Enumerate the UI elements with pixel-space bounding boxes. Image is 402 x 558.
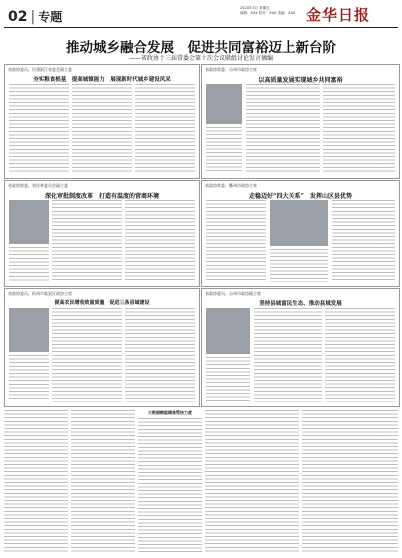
article-title: 坚持县城富民生态、推动县域发展 xyxy=(259,301,342,307)
article-author-bar: 省政协常委、衢州市政协主席 xyxy=(205,183,257,188)
article-text-column xyxy=(9,247,49,282)
main-subheadline: ——省政协十三届常委会第十次会议联组讨论发言摘编 xyxy=(128,55,273,62)
article-author-bar: 省政协常委、省民革委员会副主委 xyxy=(8,183,68,188)
newspaper-logo: 金华日报 xyxy=(306,6,371,24)
article-text-column xyxy=(138,418,202,554)
article-text-column xyxy=(205,410,299,554)
article-text-column xyxy=(206,357,250,402)
portrait-photo xyxy=(206,84,242,124)
portrait-photo xyxy=(9,200,49,244)
article-photo xyxy=(270,200,328,246)
article-author-bar: 省政协常委、台州市政协主席 xyxy=(205,67,257,72)
article-text-column xyxy=(9,84,69,174)
article-title: 大数据赋能精准帮扶力度 xyxy=(148,410,192,415)
main-headline: 推动城乡融合发展 促进共同富裕迈上新台阶 xyxy=(66,40,336,56)
article-text-column xyxy=(52,308,122,402)
masthead-divider xyxy=(4,27,398,28)
article-text-column xyxy=(325,308,395,402)
article-title: 夯实粮食根基 提高城镇能力 展现新时代城乡建设风采 xyxy=(33,77,171,83)
article-title: 以高质量发展实现城乡共同富裕 xyxy=(258,77,343,84)
article-panel xyxy=(4,64,200,179)
article-author-bar: 省政协委员、杭州市临安区政协主席 xyxy=(8,291,72,296)
section-label: 专题 xyxy=(38,10,63,24)
article-text-column xyxy=(206,127,242,174)
masthead xyxy=(0,0,402,34)
article-text-column xyxy=(332,200,395,282)
article-text-column xyxy=(9,355,49,402)
article-text-column xyxy=(125,200,195,282)
article-panel xyxy=(4,288,200,407)
article-title: 提高农民增收致富质量 促进三条县域建设 xyxy=(54,300,150,306)
date-box: 2024年3月 星期五 编辑：XXX 校对：XXX 美编：XXX xyxy=(240,6,296,15)
article-text-column xyxy=(246,84,320,174)
portrait-photo xyxy=(206,308,250,354)
article-text-column xyxy=(302,410,398,554)
article-title: 走稳迈好“四大关系” 发挥山区县优势 xyxy=(249,193,352,200)
article-panel xyxy=(201,180,400,287)
article-author-bar: 省政协委员、民建浙江省委会副主委 xyxy=(8,67,72,72)
article-text-column xyxy=(270,249,328,282)
portrait-photo xyxy=(9,308,49,352)
article-text-column xyxy=(71,410,135,554)
article-panel xyxy=(4,180,200,287)
article-panel xyxy=(201,288,400,407)
article-panel xyxy=(201,64,400,179)
article-text-column xyxy=(206,200,266,282)
article-author-bar: 省政协委员、台州市政协副主席 xyxy=(205,291,261,296)
article-text-column xyxy=(135,84,195,174)
article-text-column xyxy=(323,84,395,174)
page-number: 02 | 专题 xyxy=(8,9,63,25)
article-text-column xyxy=(72,84,132,174)
article-text-column xyxy=(52,200,122,282)
article-text-column xyxy=(125,308,195,402)
article-text-column xyxy=(4,410,68,554)
article-title: 深化审批制度改革 打造有温度的营商环境 xyxy=(44,193,159,200)
article-text-column xyxy=(254,308,322,402)
